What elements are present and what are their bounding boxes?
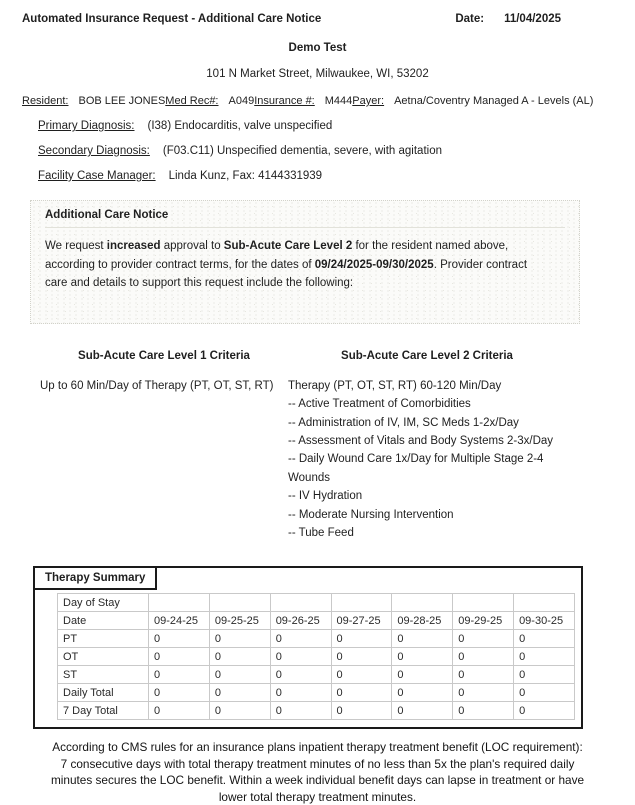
table-cell: 0 — [149, 648, 210, 666]
level2-criteria-column — [288, 350, 566, 543]
table-cell — [149, 594, 210, 612]
table-cell: 0 — [270, 648, 331, 666]
table-cell: 0 — [514, 630, 575, 648]
info-value: M444 — [324, 95, 353, 107]
table-cell: 09-30-25 — [514, 612, 575, 630]
table-cell — [514, 594, 575, 612]
table-row — [58, 666, 575, 684]
criteria-item: -- Moderate Nursing Intervention — [288, 508, 454, 521]
table-cell: 0 — [149, 684, 210, 702]
table-cell: 0 — [209, 630, 270, 648]
table-cell: 09-28-25 — [392, 612, 453, 630]
table-row-header: ST — [58, 666, 149, 684]
table-cell — [270, 594, 331, 612]
table-row-header: Day of Stay — [58, 594, 149, 612]
table-cell: 09-24-25 — [149, 612, 210, 630]
label-value-pair — [38, 170, 635, 182]
table-cell — [209, 594, 270, 612]
label-value-pair — [165, 95, 254, 107]
level1-criteria-heading: Sub-Acute Care Level 1 Criteria — [78, 349, 250, 362]
table-cell: 0 — [331, 684, 392, 702]
info-label: Resident: — [22, 95, 69, 107]
info-value: BOB LEE JONES — [78, 95, 166, 107]
level2-criteria-list — [288, 377, 566, 543]
table-row-header: OT — [58, 648, 149, 666]
therapy-summary-table — [57, 593, 575, 720]
additional-care-notice-box — [30, 200, 580, 324]
table-cell: 0 — [331, 666, 392, 684]
criteria-item: -- IV Hydration — [288, 490, 363, 503]
info-value: Aetna/Coventry Managed A - Levels (AL) — [394, 95, 594, 107]
table-cell: 0 — [453, 702, 514, 720]
label-value-pair — [254, 95, 352, 107]
table-cell: 0 — [149, 666, 210, 684]
header-row — [0, 0, 635, 25]
detail-value: (F03.C11) Unspecified dementia, severe, with agitation — [162, 145, 442, 157]
table-cell — [453, 594, 514, 612]
table-cell: 0 — [209, 684, 270, 702]
criteria-item: -- Assessment of Vitals and Body Systems 2-3x/Day — [288, 435, 554, 448]
table-cell: 09-29-25 — [453, 612, 514, 630]
info-label: Med Rec#: — [165, 95, 219, 107]
table-cell: 0 — [331, 648, 392, 666]
table-cell: 09-25-25 — [209, 612, 270, 630]
table-row — [58, 684, 575, 702]
detail-label: Secondary Diagnosis: — [38, 145, 150, 157]
detail-value: Linda Kunz, Fax: 4144331939 — [168, 170, 323, 182]
table-cell: 0 — [270, 702, 331, 720]
table-cell: 0 — [453, 648, 514, 666]
footer-line: lower total therapy treatment minutes. — [218, 789, 417, 804]
label-value-pair — [352, 95, 593, 107]
footer-line: According to CMS rules for an insurance plans inpatient therapy treatment benefit (LOC requirement): — [52, 740, 583, 755]
date-block — [455, 13, 561, 25]
table-row — [58, 648, 575, 666]
therapy-summary-box — [33, 566, 583, 729]
criteria-item: -- Tube Feed — [288, 527, 354, 539]
table-cell: 0 — [392, 648, 453, 666]
facility-name: Demo Test — [288, 42, 347, 54]
footer-line: minutes secures the LOC benefit. Within a week individual benefit days can lapse in treatment or have — [50, 773, 585, 788]
table-row-header: 7 Day Total — [58, 702, 149, 720]
document-title: Automated Insurance Request - Additional Care Notice — [22, 13, 322, 25]
level2-criteria-heading: Sub-Acute Care Level 2 Criteria — [341, 349, 513, 362]
criteria-item: Up to 60 Min/Day of Therapy (PT, OT, ST, RT) — [40, 379, 274, 392]
table-cell: 0 — [514, 648, 575, 666]
table-cell — [392, 594, 453, 612]
table-row-header: PT — [58, 630, 149, 648]
date-label: Date: — [455, 13, 485, 25]
diagnosis-details — [0, 120, 635, 182]
table-cell: 0 — [453, 684, 514, 702]
criteria-section — [0, 350, 635, 543]
resident-info-row — [22, 95, 594, 107]
table-cell: 0 — [392, 702, 453, 720]
table-cell: 0 — [331, 630, 392, 648]
table-cell: 09-26-25 — [270, 612, 331, 630]
detail-label: Primary Diagnosis: — [38, 120, 135, 132]
table-cell: 0 — [514, 666, 575, 684]
table-cell — [331, 594, 392, 612]
table-row — [58, 702, 575, 720]
table-row-header: Daily Total — [58, 684, 149, 702]
level1-criteria-column — [40, 350, 288, 543]
label-value-pair — [38, 145, 635, 157]
info-label: Insurance #: — [254, 95, 315, 107]
criteria-item: -- Administration of IV, IM, SC Meds 1-2x/Day — [288, 416, 519, 429]
detail-value: (I38) Endocarditis, valve unspecified — [147, 120, 333, 132]
notice-paragraph: We request increased approval to Sub-Acute Care Level 2 for the resident named above, according to provider contract terms, for the dates of 09/24/2025-09/30/2025. Provider contract care and details to support this request include the following: — [45, 240, 528, 290]
table-row — [58, 630, 575, 648]
notice-heading: Additional Care Notice — [45, 209, 565, 228]
criteria-item: Therapy (PT, OT, ST, RT) 60-120 Min/Day — [288, 379, 502, 392]
table-cell: 0 — [392, 630, 453, 648]
level1-criteria-list — [40, 377, 288, 395]
info-label: Payer: — [352, 95, 385, 107]
table-cell: 0 — [392, 684, 453, 702]
info-value: A049 — [228, 95, 255, 107]
table-cell: 0 — [270, 666, 331, 684]
table-row — [58, 612, 575, 630]
therapy-summary-title: Therapy Summary — [33, 566, 157, 590]
criteria-item: -- Active Treatment of Comorbidities — [288, 398, 471, 411]
table-cell: 0 — [514, 702, 575, 720]
date-value: 11/04/2025 — [504, 13, 561, 25]
table-cell: 0 — [270, 684, 331, 702]
table-cell: 09-27-25 — [331, 612, 392, 630]
detail-label: Facility Case Manager: — [38, 170, 156, 182]
table-cell: 0 — [514, 684, 575, 702]
table-cell: 0 — [209, 648, 270, 666]
cms-rules-note — [28, 739, 608, 805]
label-value-pair — [22, 95, 165, 107]
label-value-pair — [38, 120, 635, 132]
table-cell: 0 — [149, 702, 210, 720]
table-row-header: Date — [58, 612, 149, 630]
table-cell: 0 — [209, 666, 270, 684]
table-row — [58, 594, 575, 612]
criteria-item: -- Daily Wound Care 1x/Day for Multiple Stage 2-4 Wounds — [288, 453, 544, 484]
table-cell: 0 — [209, 702, 270, 720]
footer-line: 7 consecutive days with total therapy treatment minutes of no less than 5x the plan's required daily — [60, 756, 575, 771]
table-cell: 0 — [392, 666, 453, 684]
table-cell: 0 — [453, 666, 514, 684]
table-cell: 0 — [149, 630, 210, 648]
table-cell: 0 — [331, 702, 392, 720]
table-cell: 0 — [270, 630, 331, 648]
table-cell: 0 — [453, 630, 514, 648]
facility-address: 101 N Market Street, Milwaukee, WI, 53202 — [206, 68, 429, 80]
